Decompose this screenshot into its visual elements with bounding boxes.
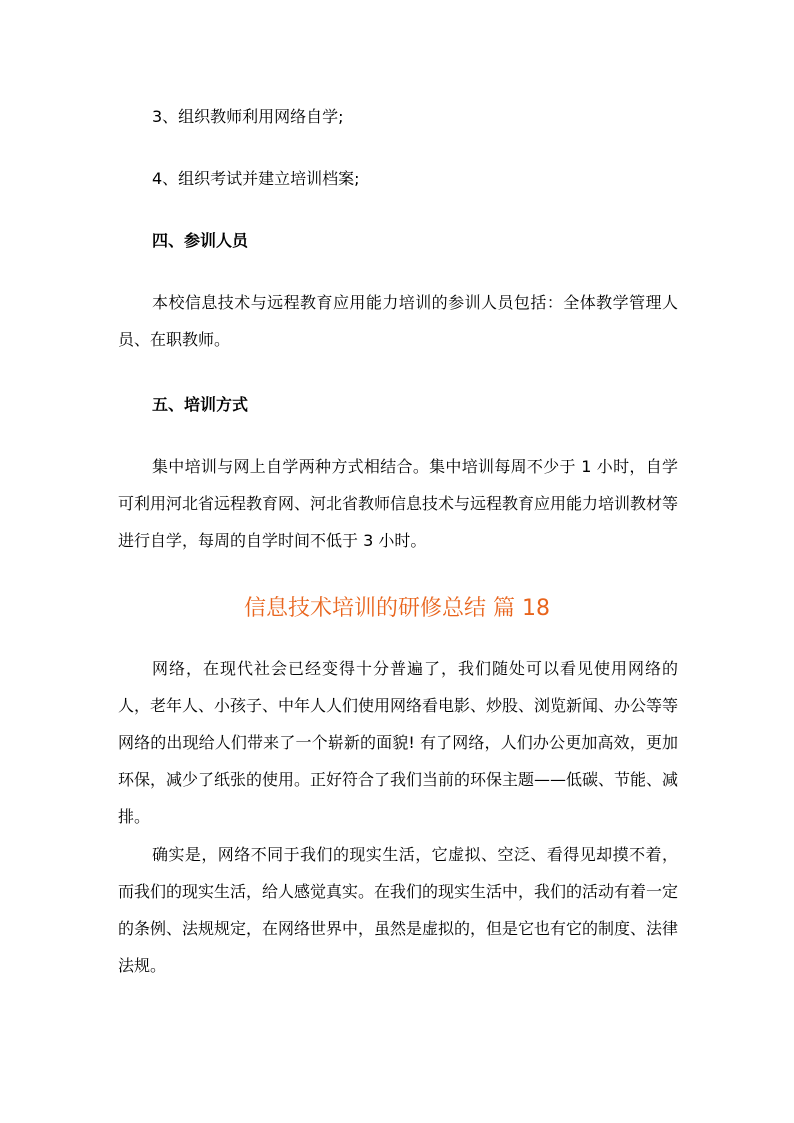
list-item-4: 4、组织考试并建立培训档案;	[152, 169, 360, 188]
training-method-paragraph: 集中培训与网上自学两种方式相结合。集中培训每周不少于 1 小时，自学可利用河北省远程教育网、河北省教师信息技术与远程教育应用能力培训教材等进行自学，每周的自学时间不低于 3 小时。	[118, 457, 679, 550]
participants-paragraph: 本校信息技术与远程教育应用能力培训的参训人员包括：全体教学管理人员、在职教师。	[118, 293, 678, 349]
section-title-training-method: 五、培训方式	[152, 395, 249, 414]
list-item-3: 3、组织教师利用网络自学;	[152, 107, 344, 126]
body-paragraph-reality: 确实是，网络不同于我们的现实生活，它虚拟、空泛、看得见却摸不着，而我们的现实生活，给人感觉真实。在我们的现实生活中，我们的活动有着一定的条例、法规规定，在网络世界中，虽然是虚拟的，但是它也有它的制度、法律法规。	[118, 845, 679, 975]
body-paragraph-network: 网络，在现代社会已经变得十分普遍了，我们随处可以看见使用网络的人，老年人、小孩子、中年人人们使用网络看电影、炒股、浏览新闻、办公等等网络的出现给人们带来了一个崭新的面貌! 有了网络，人们办公更加高效，更加环保，减少了纸张的使用。正好符合了我们当前的环保主题——低碳、节能、减排。	[118, 659, 679, 826]
section-title-participants: 四、参训人员	[152, 231, 249, 250]
section-heading: 信息技术培训的研修总结 篇 18	[244, 596, 550, 621]
